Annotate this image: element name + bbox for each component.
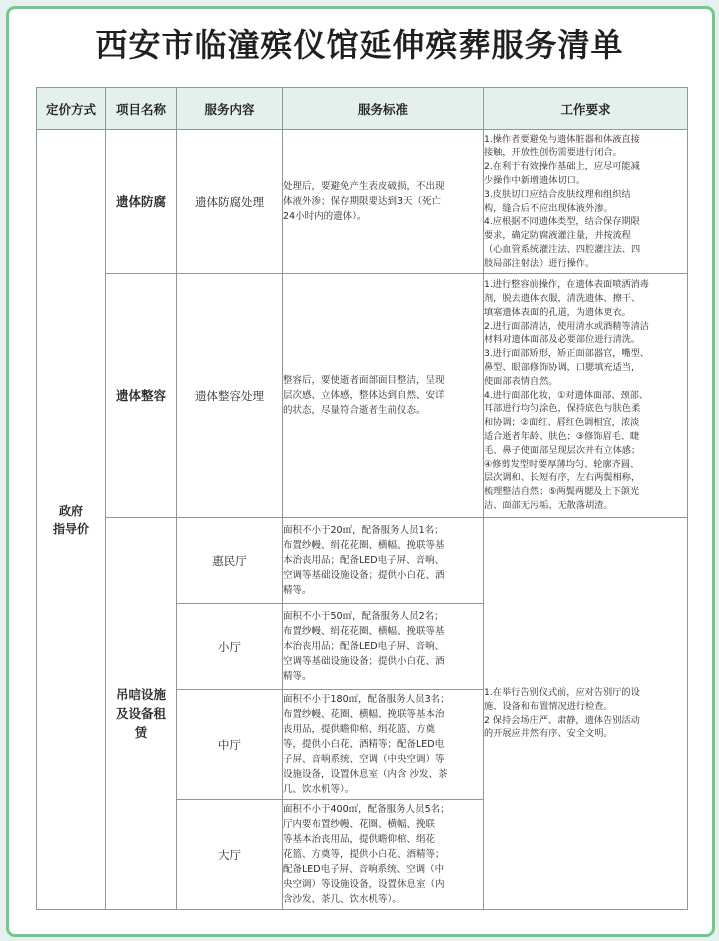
- page-title: 西安市临潼殡仪馆延伸殡葬服务清单: [95, 26, 624, 64]
- header-work-requirement: 工作要求: [484, 88, 688, 130]
- standard-hall-large: 面积不小于400㎡，配备服务人员5名； 厅内要布置纱幔、花圈、横幅、挽联 等基本治丧用品，提供瞻仰棺、绢花 花篮、方奠等，提供小白花、酒精等； 配备LED电子屏、音响系统、空调（中 央空调）等设施设备，设置休息室（内 含沙发、茶几、饮水机等）。: [283, 800, 484, 910]
- requirement-embalming: 1.操作者要避免与遗体脏器和体液直接 接触，开放性创伤需要进行闭合。 2.在利于有效操作基础上，应尽可能减 少操作中新增遗体切口。 3.皮肤切口应结合皮肤纹理和组织结 构，缝合后不应出现体液外渗。 4.应根据不同遗体类型，结合保存期限 要求，确定防腐液灌注量，并按流程 （心血管系统灌注法、四腔灌注法、四 肢局部注射法）进行操作。: [484, 130, 688, 274]
- requirement-rental: 1.在举行告别仪式前，应对告别厅的设 施、设备和布置情况进行检查。 2 保持会场庄严、肃静，遗体告别活动 的开展应井然有序、安全文明。: [484, 518, 688, 910]
- header-pricing-method: 定价方式: [37, 88, 106, 130]
- pricing-method-cell: 政府 指导价: [37, 130, 106, 910]
- standard-hall-medium: 面积不小于180㎡，配备服务人员3名； 布置纱幔、花圈、横幅、挽联等基本治 丧用品，提供瞻仰棺、绢花篮、方奠 等，提供小白花、酒精等；配备LED电 子屏、音响系统、空调（中央空调）等 设施设备，设置休息室（内含 沙发、茶 几、饮水机等）。: [283, 690, 484, 800]
- content-hall-huimin: 惠民厅: [177, 518, 283, 604]
- header-service-content: 服务内容: [177, 88, 283, 130]
- requirement-makeup: 1.进行整容前操作，在遗体表面喷洒消毒 剂，脱去遗体衣服，清洗遗体、擦干、 填塞遗体表面的孔道，为遗体更衣。 2.进行面部清洁，使用清水或酒精等清洁 材料对遗体面部及必要部位进行清洗。 3.进行面部矫形，矫正面部器官，嘴型、 鼻型、眼部修饰协调，口腮填充适当， 使面部表情自然。 4.进行面部化妆，①对遗体面部、颈部、 耳部进行均匀涂色，保持底色与肤色柔 和协调；②面红、唇红色调相宜，浓淡 适合逝者年龄、肤色；③修饰眉毛、睫 毛、鼻子使面部呈现层次并有立体感； ④修剪发型时要厚薄均匀、轮廓齐圆、 层次调和、长短有序，左右两鬓相称， 梳理整洁自然；⑤两鬓两腮及上下颌光 洁、面部无污垢、无散落胡渣。: [484, 274, 688, 518]
- content-embalming: 遗体防腐处理: [177, 130, 283, 274]
- header-service-standard: 服务标准: [283, 88, 484, 130]
- service-table: [36, 87, 688, 910]
- standard-makeup: 整容后，要使逝者面部面目整洁，呈现 层次感、立体感，整体达到自然、安详 的状态，尽量符合逝者生前仪态。: [283, 274, 484, 518]
- table-row-hall-huimin: [37, 518, 688, 604]
- content-hall-medium: 中厅: [177, 690, 283, 800]
- item-name-makeup: 遗体整容: [106, 274, 177, 518]
- item-name-rental: 吊唁设施 及设备租 赁: [106, 518, 177, 910]
- table-header-row: [37, 88, 688, 130]
- table-row-embalming: [37, 130, 688, 274]
- header-item-name: 项目名称: [106, 88, 177, 130]
- content-hall-large: 大厅: [177, 800, 283, 910]
- standard-embalming: 处理后，要避免产生表皮破损，不出现 体液外渗；保存期限要达到3天（死亡 24小时内的遗体）。: [283, 130, 484, 274]
- standard-hall-huimin: 面积不小于20㎡，配备服务人员1名； 布置纱幔、绢花花圈、横幅、挽联等基 本治丧用品；配备LED电子屏、音响、 空调等基础设施设备；提供小白花、酒 精等。: [283, 518, 484, 604]
- table-row-makeup: [37, 274, 688, 518]
- standard-hall-small: 面积不小于50㎡，配备服务人员2名； 布置纱幔、绢花花圈、横幅、挽联等基 本治丧用品；配备LED电子屏、音响、 空调等基础设施设备；提供小白花、酒 精等。: [283, 604, 484, 690]
- item-name-embalming: 遗体防腐: [106, 130, 177, 274]
- content-makeup: 遗体整容处理: [177, 274, 283, 518]
- content-hall-small: 小厅: [177, 604, 283, 690]
